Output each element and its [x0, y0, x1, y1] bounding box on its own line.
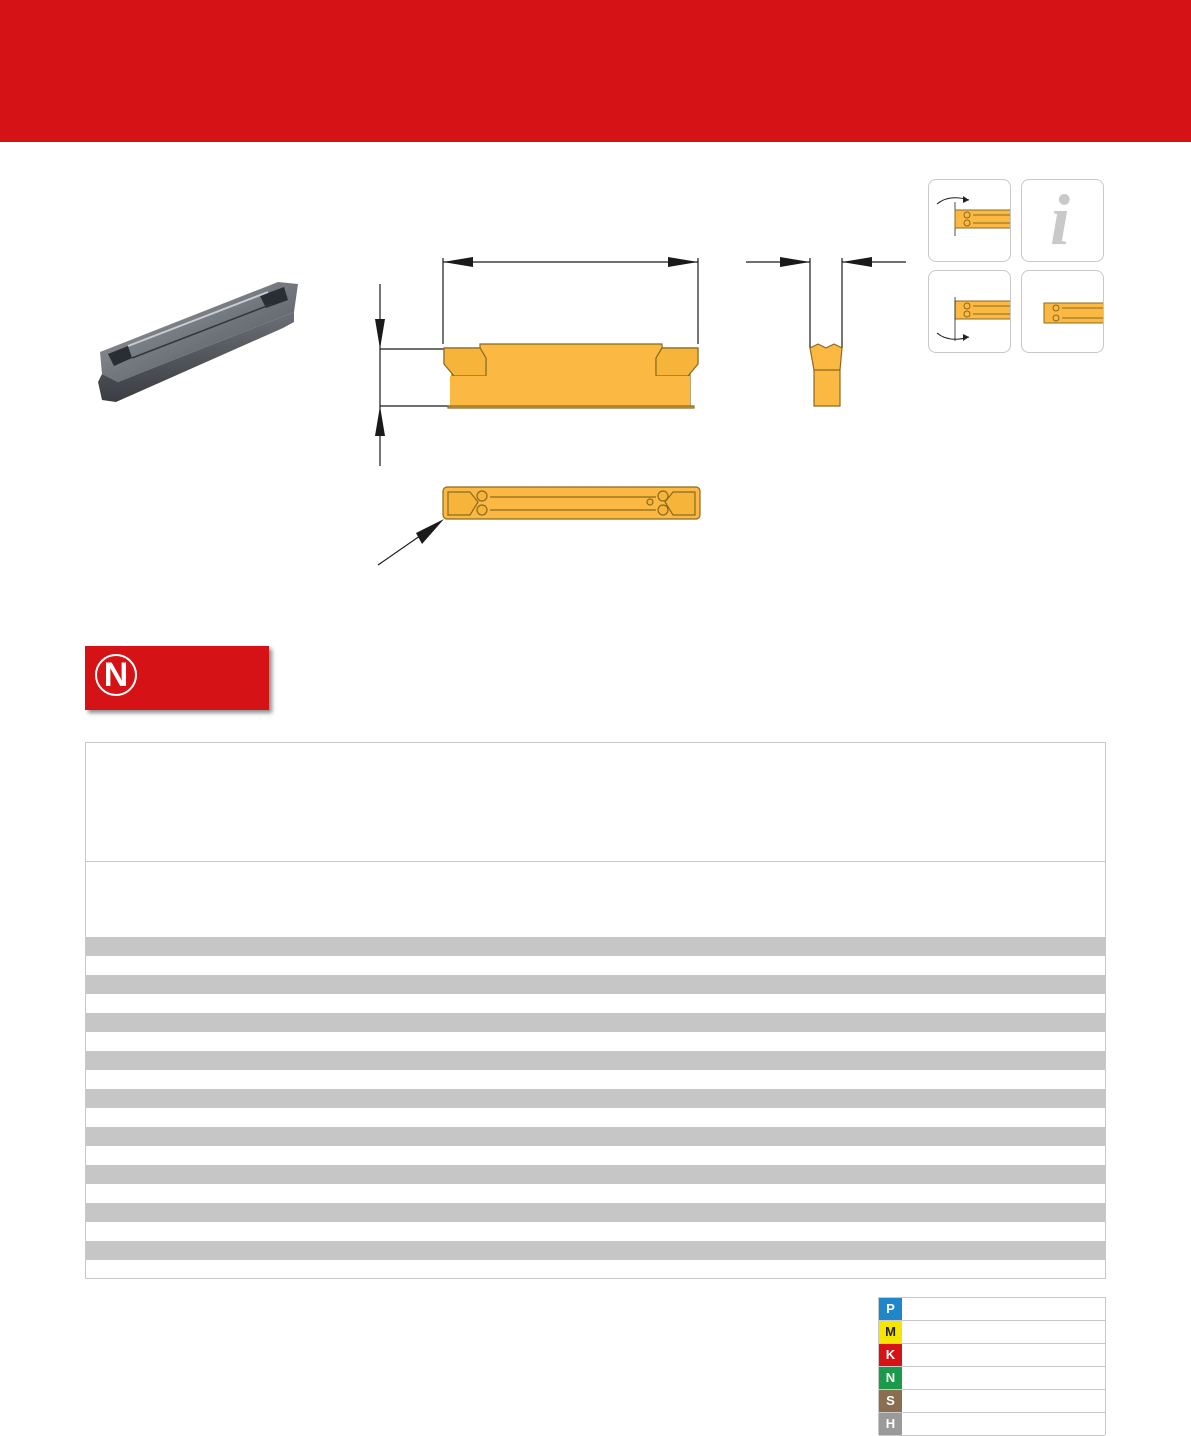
table-row — [86, 1260, 1105, 1279]
table-row — [86, 1222, 1105, 1241]
header-band — [0, 0, 1191, 142]
table-row — [86, 1089, 1105, 1108]
insert-top-view-icon — [1021, 270, 1104, 353]
material-group-m: M — [879, 1321, 902, 1343]
table-row — [86, 1184, 1105, 1203]
table-row — [86, 1013, 1105, 1032]
material-badge — [85, 646, 269, 710]
material-group-row — [879, 1344, 1105, 1367]
material-group-row — [879, 1298, 1105, 1321]
material-group-row — [879, 1367, 1105, 1390]
table-row — [86, 1165, 1105, 1184]
material-group-n: N — [879, 1367, 902, 1389]
material-group-k: K — [879, 1344, 902, 1366]
angle-left-insert-icon — [928, 179, 1011, 262]
table-row — [86, 975, 1105, 994]
table-row — [86, 1032, 1105, 1051]
insert-technical-drawing — [340, 240, 920, 580]
table-row — [86, 937, 1105, 956]
info-icon: i — [1021, 179, 1104, 262]
material-group-row — [879, 1321, 1105, 1344]
table-row — [86, 1127, 1105, 1146]
table-row — [86, 1203, 1105, 1222]
table-row — [86, 956, 1105, 975]
table-row — [86, 994, 1105, 1013]
material-group-s: S — [879, 1390, 902, 1412]
table-row — [86, 1241, 1105, 1260]
table-row — [86, 1070, 1105, 1089]
material-group-h: H — [879, 1413, 902, 1435]
table-row — [86, 1146, 1105, 1165]
material-group-p: P — [879, 1298, 902, 1320]
table-header-divider — [86, 861, 1105, 862]
table-rows — [86, 937, 1105, 1279]
angle-right-insert-icon — [928, 270, 1011, 353]
data-table — [85, 742, 1106, 1279]
material-group-row — [879, 1413, 1105, 1436]
material-group-legend — [878, 1297, 1106, 1435]
insert-photo — [88, 262, 318, 432]
badge-letter: N — [95, 654, 137, 696]
table-row — [86, 1051, 1105, 1070]
table-row — [86, 1108, 1105, 1127]
material-group-row — [879, 1390, 1105, 1413]
